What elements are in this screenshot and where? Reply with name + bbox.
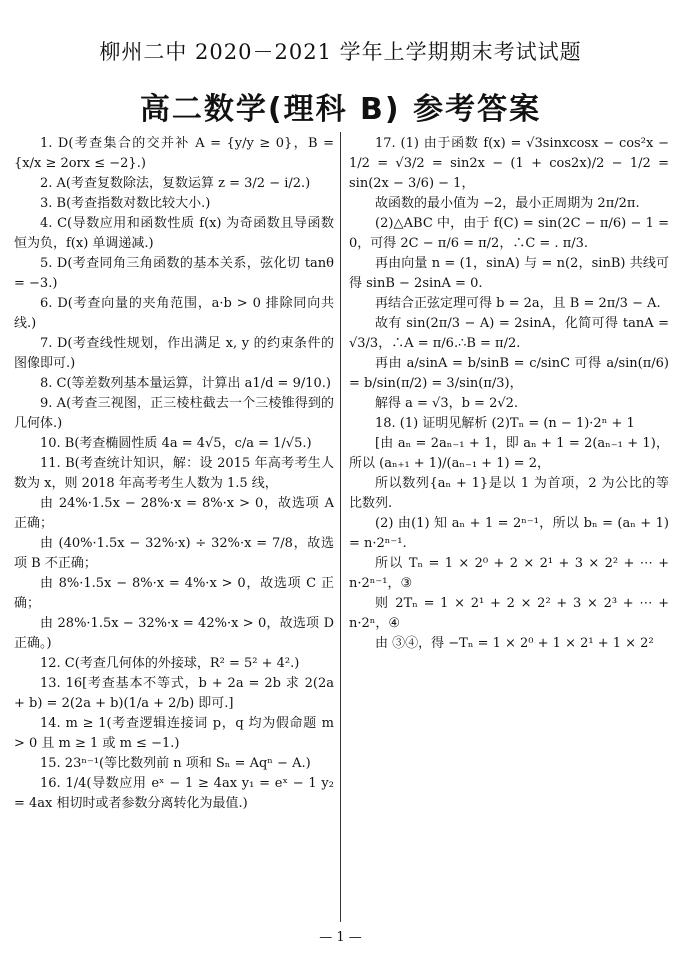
answer-5: 5. D(考查同角三角函数的基本关系，弦化切 tanθ = −3.) xyxy=(14,256,334,291)
answer-key-title: 高二数学(理科 B) 参考答案 xyxy=(139,92,542,127)
answer-11-option-d: 由 28%·1.5x − 32%·x = 42%·x > 0，故选项 D 正确。) xyxy=(14,616,334,651)
answer-17-period: 故函数的最小值为 −2，最小正周期为 2π/2π. xyxy=(375,196,640,211)
exam-title: 柳州二中 2020－2021 学年上学期期末考试试题 xyxy=(99,40,582,64)
answer-1: 1. D(考查集合的交并补 A = {y/y ≥ 0}，B = {x/x ≥ 2orx ≤ −2}.) xyxy=(14,136,334,171)
answer-17-vector: 再由向量 n = (1，sinA) 与 = n(2，sinB) 共线可得 sinB − 2sinA = 0. xyxy=(349,256,669,291)
answer-7: 7. D(考查线性规划，作出满足 x, y 的约束条件的图像即可.) xyxy=(14,336,334,371)
page-number: — 1 — xyxy=(319,930,362,945)
answer-14: 14. m ≥ 1(考查逻辑连接词 p，q 均为假命题 m > 0 且 m ≥ 1 或 m ≤ −1.) xyxy=(14,716,334,751)
answer-13: 13. 16[考查基本不等式，b + 2a = 2b 求 2(2a + b) = 2(2a + b)(1/a + 2/b) 即可.] xyxy=(14,676,334,711)
answer-10: 10. B(考查椭圆性质 4a = 4√5，c/a = 1/√5.) xyxy=(40,436,312,451)
answer-18-proof: [由 aₙ = 2aₙ₋₁ + 1，即 aₙ + 1 = 2(aₙ₋₁ + 1)，所以 (aₙ₊₁ + 1)/(aₙ₋₁ + 1) = 2， xyxy=(349,436,669,471)
right-column xyxy=(349,134,669,654)
answer-17-part-2: (2)△ABC 中，由于 f(C) = sin(2C − π/6) − 1 = 0，可得 2C − π/6 = π/2，∴C = . π/3. xyxy=(349,216,669,251)
answer-17-ratio: 再由 a/sinA = b/sinB = c/sinC 可得 a/sin(π/6) = b/sin(π/2) = 3/sin(π/3)， xyxy=(349,356,669,391)
answer-17-part-1: 17. (1) 由于函数 f(x) = √3sinxcosx − cos²x − 1/2 = √3/2 = sin2x − (1 + cos2x)/2 − 1/2 = sin(2x − 3/6) − 1， xyxy=(349,136,669,191)
answer-11-option-b: 由 (40%·1.5x − 32%·x) ÷ 32%·x = 7/8，故选项 B 不正确； xyxy=(14,536,334,571)
answer-9: 9. A(考查三视图，正三棱柱截去一个三棱锥得到的几何体.) xyxy=(14,396,334,431)
left-column xyxy=(14,134,334,814)
answer-18-eq3: 所以 Tₙ = 1 × 2⁰ + 2 × 2¹ + 3 × 2² + ⋯ + n·2ⁿ⁻¹，③ xyxy=(349,556,669,591)
answer-4: 4. C(导数应用和函数性质 f(x) 为奇函数且导函数恒为负，f(x) 单调递减.) xyxy=(14,216,334,251)
answer-12: 12. C(考查几何体的外接球，R² = 5² + 4².) xyxy=(40,656,300,671)
answer-18-subtract: 由 ③④，得 −Tₙ = 1 × 2⁰ + 1 × 2¹ + 1 × 2² xyxy=(375,636,654,651)
answer-2: 2. A(考查复数除法，复数运算 z = 3/2 − i/2.) xyxy=(40,176,311,191)
answer-18-geometric: 所以数列{aₙ + 1}是以 1 为首项，2 为公比的等比数列. xyxy=(349,476,669,511)
answer-18-part-2: (2) 由(1) 知 aₙ + 1 = 2ⁿ⁻¹，所以 bₙ = (aₙ + 1) = n·2ⁿ⁻¹. xyxy=(349,516,669,551)
answer-16: 16. 1/4(导数应用 eˣ − 1 ≥ 4ax y₁ = eˣ − 1 y₂ = 4ax 相切时或者参数分离转化为最值.) xyxy=(14,776,334,811)
answer-18: 18. (1) 证明见解析 (2)Tₙ = (n − 1)·2ⁿ + 1 xyxy=(375,416,635,431)
answer-15: 15. 23ⁿ⁻¹(等比数列前 n 项和 Sₙ = Aqⁿ − A.) xyxy=(40,756,311,771)
answer-17-sine-law: 再结合正弦定理可得 b = 2a，且 B = 2π/3 − A. xyxy=(375,296,661,311)
answer-17-tan: 故有 sin(2π/3 − A) = 2sinA，化简可得 tanA = √3/3，∴A = π/6.∴B = π/2. xyxy=(349,316,669,351)
answer-17-solution: 解得 a = √3，b = 2√2. xyxy=(375,396,519,411)
answer-11-option-a: 由 24%·1.5x − 28%·x = 8%·x > 0，故选项 A 正确； xyxy=(14,496,334,531)
answer-8: 8. C(等差数列基本量运算，计算出 a1/d = 9/10.) xyxy=(40,376,331,391)
answer-11-option-c: 由 8%·1.5x − 8%·x = 4%·x > 0，故选项 C 正确； xyxy=(14,576,334,611)
answer-11: 11. B(考查统计知识，解：设 2015 年高考考生人数为 x，则 2018 年高考考生人数为 1.5 线， xyxy=(14,456,334,491)
answer-18-eq4: 则 2Tₙ = 1 × 2¹ + 2 × 2² + 3 × 2³ + ⋯ + n·2ⁿ，④ xyxy=(349,596,669,631)
column-divider xyxy=(340,132,341,922)
answer-6: 6. D(考查向量的夹角范围，a·b > 0 排除同向共线.) xyxy=(14,296,334,331)
answer-3: 3. B(考查指数对数比较大小.) xyxy=(40,196,211,211)
